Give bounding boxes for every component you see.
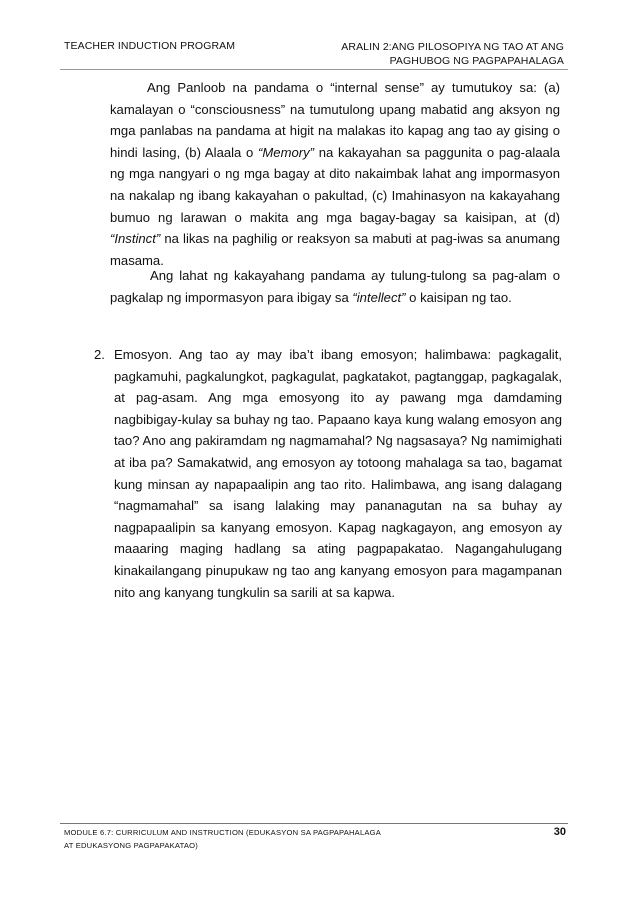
footer-line2: AT EDUKASYONG PAGPAPAKATAO) [64,841,198,850]
footer-divider [60,823,568,824]
para1-text-2: na kakayahan sa paggunita o pag-alaala ng mga nangyari o ng mga bagay at dito nakaimbak lahat ang impormasyon na nakalap ng ibang kakayahan o pakultad, (c) Imahinasyon na kakayahang bumuo ng larawan o makita ang mga bagay-bagay sa kaisipan, at (d) [110,144,560,225]
list-item-text: Emosyon. Ang tao ay may iba’t ibang emosyon; halimbawa: pagkagalit, pagkamuhi, pagkalungkot, pagkagulat, pagkatakot, pagtanggap, pagkagalak, at pag-asam. Ang mga emosyong ito ay pawang mga damdaming nagbibigay-kulay sa buhay ng tao. Papaano kaya kung walang emosyon ang tao? Ano ang pakiramdam ng nagmamahal? Ng nagsasaya? Ng namimighati at iba pa? Samakatwid, ang emosyon ay totoong mahalaga sa tao, bagamat kung minsan ay napapaalipin ang tao rito. Halimbawa, ang isang dalagang “nagmamahal” sa isang lalaking may pananagutan na sa buhay ay nagpapaalipin sa kanyang emosyon. Kapag nagkagayon, ang emosyon ay maaaring maging hadlang sa ating pagpapakatao. Nagangahulugang kinakailangang pinupukaw ng tao ang kanyang emosyon para magampanan nito ang kanyang tungkulin sa sarili at sa kapwa. [114,347,562,600]
header-lesson-title [341,40,564,68]
header-program-title: TEACHER INDUCTION PROGRAM [64,40,236,52]
para2-quote-intellect: “intellect” [352,289,406,305]
page-number: 30 [553,826,566,838]
header-divider [60,69,568,70]
para1-quote-memory: “Memory” [258,144,315,160]
para2-text-1: Ang lahat ng kakayahang pandama ay tulung-tulong sa pag-alam o pagkalap ng impormasyon para ibigay sa [110,268,560,305]
paragraph-senses-intellect [110,265,560,308]
list-item-number: 2. [94,347,105,362]
header-lesson-line2: PAGHUBOG NG PAGPAPAHALAGA [389,55,564,67]
footer-line1: MODULE 6.7: CURRICULUM AND INSTRUCTION (EDUKASYON SA PAGPAPAHALAGA [64,828,382,837]
header-lesson-line1: ARALIN 2:ANG PILOSOPIYA NG TAO AT ANG [341,41,564,53]
footer-module-title [64,826,484,852]
para1-text-1: Ang Panloob na pandama o “internal sense” ay tumutukoy sa: (a) kamalayan o “consciousness” na tumutulong upang mabatid ang aksyon ng mga panlabas na pandama at higit na malakas ito kapag ang tao ay gising o hindi lasing, (b) Alaala o [110,80,560,160]
para1-text-3: na likas na paghilig or reaksyon sa mabuti at pag-iwas sa anumang masama. [110,231,560,268]
para1-quote-instinct: “Instinct” [110,231,161,247]
paragraph-internal-sense [110,77,560,271]
para2-text-2: o kaisipan ng tao. [405,289,512,305]
